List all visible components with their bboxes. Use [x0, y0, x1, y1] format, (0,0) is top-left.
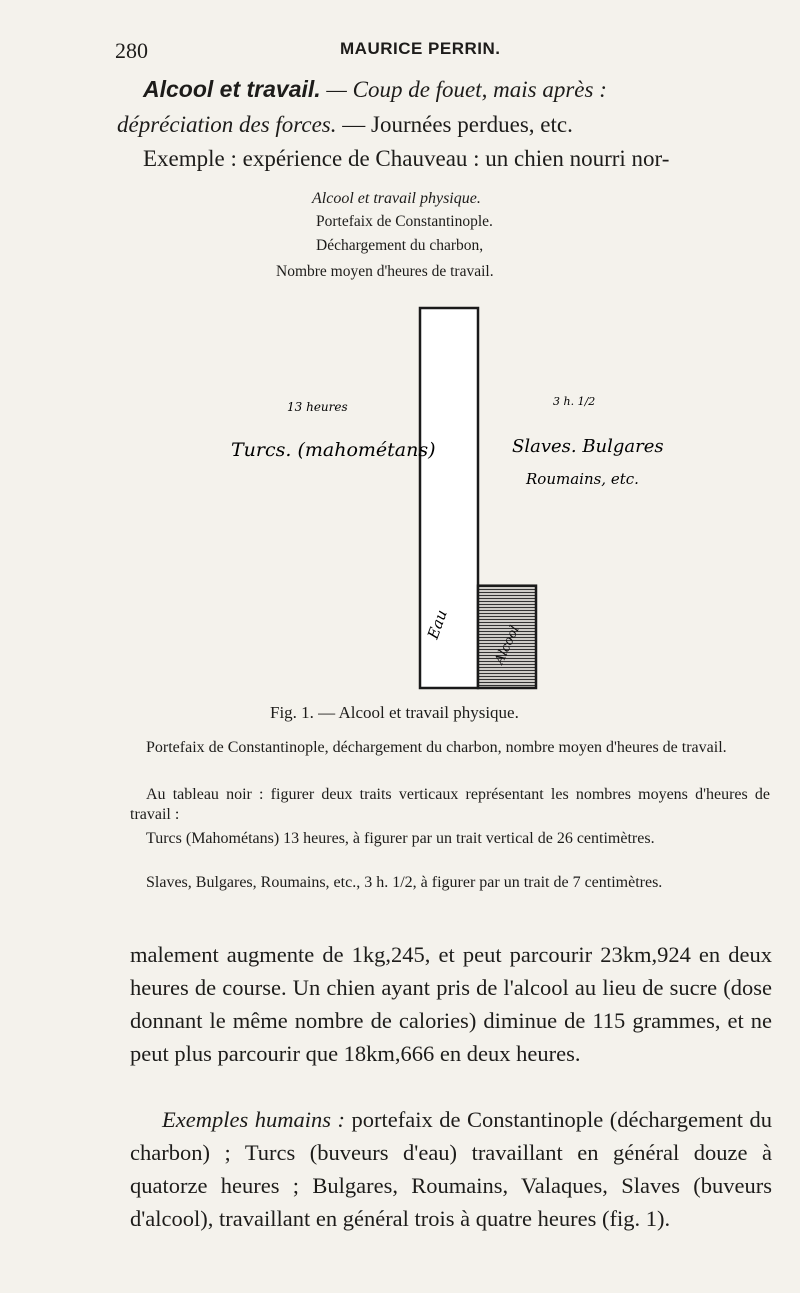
handwritten-bar-right-label: Alcool: [492, 623, 523, 667]
handwritten-left-group: Turcs. (mahométans): [231, 439, 436, 461]
figure-label: Fig. 1. — Alcool et travail physique.: [270, 703, 519, 722]
handwritten-left-hours: 13 heures: [287, 400, 348, 414]
running-head: MAURICE PERRIN.: [340, 39, 501, 58]
section-heading: Alcool et travail.: [143, 76, 321, 102]
body-paragraph-1: malement augmente de 1kg,245, et peut parcourir 23km,924 en deux heures de course. Un chien ayant pris de l'alcool au lieu de sucre (dose donnant le même nombre de calories) diminue de 115 grammes, et ne peut plus parcourir que 18km,666 en deux heures.: [130, 942, 772, 1066]
handwritten-right-group-1: Slaves. Bulgares: [512, 436, 664, 457]
intro-line-1-rest: — Coup de fouet, mais après :: [320, 77, 607, 102]
body-paragraph-2: [130, 1103, 772, 1235]
body-paragraph-2-italic: Exemples humains :: [162, 1107, 345, 1132]
handwritten-right-hours: 3 h. 1/2: [553, 395, 596, 408]
intro-line-2-italic: dépréciation des forces.: [117, 112, 337, 137]
handwritten-right-group-2: Roumains, etc.: [526, 470, 639, 488]
body-paragraph-2-rest: portefaix de Constantinople (déchargement du charbon) ; Turcs (buveurs d'eau) travaillant en général douze à quatorze heures ; Bulgares, Roumains, Valaques, Slaves (buveurs d'alcool), travaillant en général trois à quatre heures (fig. 1).: [130, 1107, 772, 1231]
figure-note-4: Slaves, Bulgares, Roumains, etc., 3 h. 1/2, à figurer par un trait de 7 centimètres.: [146, 874, 663, 891]
figure-title: Alcool et travail physique.: [312, 190, 481, 207]
figure-subtitle-2: Déchargement du charbon,: [316, 237, 484, 254]
page-number: 280: [115, 38, 148, 63]
handwritten-bar-left-label: Eau: [423, 607, 451, 642]
intro-line-3: Exemple : expérience de Chauveau : un chien nourri nor-: [143, 146, 670, 171]
figure-note-1: Portefaix de Constantinople, déchargement du charbon, nombre moyen d'heures de travail.: [146, 739, 727, 756]
figure-subtitle-1: Portefaix de Constantinople.: [316, 213, 493, 230]
figure-note-3: Turcs (Mahométans) 13 heures, à figurer par un trait vertical de 26 centimètres.: [146, 830, 655, 847]
intro-line-2-rest: — Journées perdues, etc.: [336, 112, 573, 137]
figure-note-2: Au tableau noir : figurer deux traits verticaux représentant les nombres moyens d'heures de travail :: [130, 786, 770, 823]
figure-subtitle-3: Nombre moyen d'heures de travail.: [276, 263, 494, 280]
